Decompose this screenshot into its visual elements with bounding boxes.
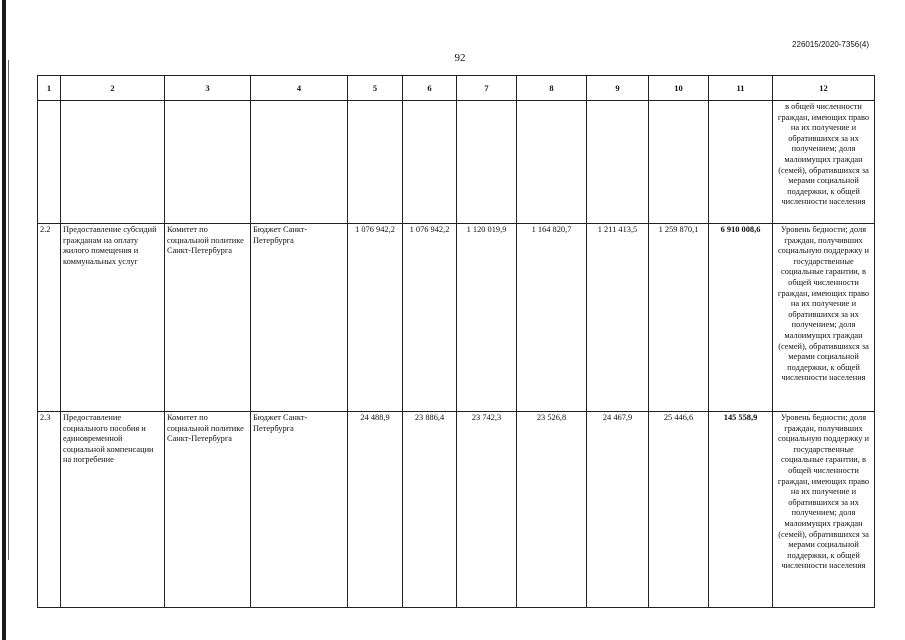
row-indicators: Уровень бедности; доля граждан, получивших социальную поддержку и государственные социальные гарантии, в общей численности граждан, имеющих право на их получение и обратившихся за их получением; доля малоимущих граждан (семей), обратившихся за мерами социальной поддержки, к общей численности населения [773,224,875,412]
header-cell: 11 [709,76,773,101]
row-value: 23 742,3 [457,412,517,608]
row-value: 25 446,6 [649,412,709,608]
header-cell: 3 [165,76,251,101]
row-source [251,101,348,224]
header-cell: 10 [649,76,709,101]
row-name [61,101,165,224]
row-name: Предоставление субсидий гражданам на оплату жилого помещения и коммунальных услуг [61,224,165,412]
header-cell: 7 [457,76,517,101]
row-id [38,101,61,224]
header-cell: 2 [61,76,165,101]
row-id: 2.3 [38,412,61,608]
row-executor: Комитет по социальной политике Санкт-Петербурга [165,412,251,608]
row-value: 23 886,4 [403,412,457,608]
row-value [403,101,457,224]
row-value: 23 526,8 [517,412,587,608]
row-value [587,101,649,224]
table-row [38,224,875,412]
header-cell: 5 [348,76,403,101]
row-total: 145 558,9 [709,412,773,608]
table-row-continuation [38,101,875,224]
header-row [38,76,875,101]
row-value: 1 211 413,5 [587,224,649,412]
header-cell: 9 [587,76,649,101]
row-total [709,101,773,224]
document-number: 226015/2020-7356(4) [792,40,869,49]
row-value [517,101,587,224]
header-cell: 1 [38,76,61,101]
row-value: 1 076 942,2 [348,224,403,412]
header-cell: 4 [251,76,348,101]
header-cell: 12 [773,76,875,101]
row-source: Бюджет Санкт-Петербурга [251,412,348,608]
row-total: 6 910 008,6 [709,224,773,412]
row-value: 1 259 870,1 [649,224,709,412]
row-indicators: Уровень бедности; доля граждан, получивших социальную поддержку и государственные социальные гарантии, в общей численности граждан, имеющих право на их получение и обратившихся за их получением; доля малоимущих граждан (семей), обратившихся за мерами социальной поддержки, к общей численности населения [773,412,875,608]
scan-left-edge [2,0,6,640]
row-value [457,101,517,224]
row-id: 2.2 [38,224,61,412]
row-value: 1 076 942,2 [403,224,457,412]
program-table [37,75,875,608]
row-value [649,101,709,224]
row-value: 24 467,9 [587,412,649,608]
row-value: 24 488,9 [348,412,403,608]
row-indicators: в общей численности граждан, имеющих право на их получение и обратившихся за их получением; доля малоимущих граждан (семей), обратившихся за мерами социальной поддержки, к общей численности населения [773,101,875,224]
header-cell: 6 [403,76,457,101]
row-value: 1 120 019,9 [457,224,517,412]
row-executor [165,101,251,224]
header-cell: 8 [517,76,587,101]
table-row [38,412,875,608]
row-source: Бюджет Санкт-Петербурга [251,224,348,412]
page-number: 92 [454,52,466,64]
row-value: 1 164 820,7 [517,224,587,412]
row-executor: Комитет по социальной политике Санкт-Петербурга [165,224,251,412]
scan-left-edge-line [8,60,9,560]
row-value [348,101,403,224]
row-name: Предоставление социального пособия и единовременной социальной компенсации на погребение [61,412,165,608]
